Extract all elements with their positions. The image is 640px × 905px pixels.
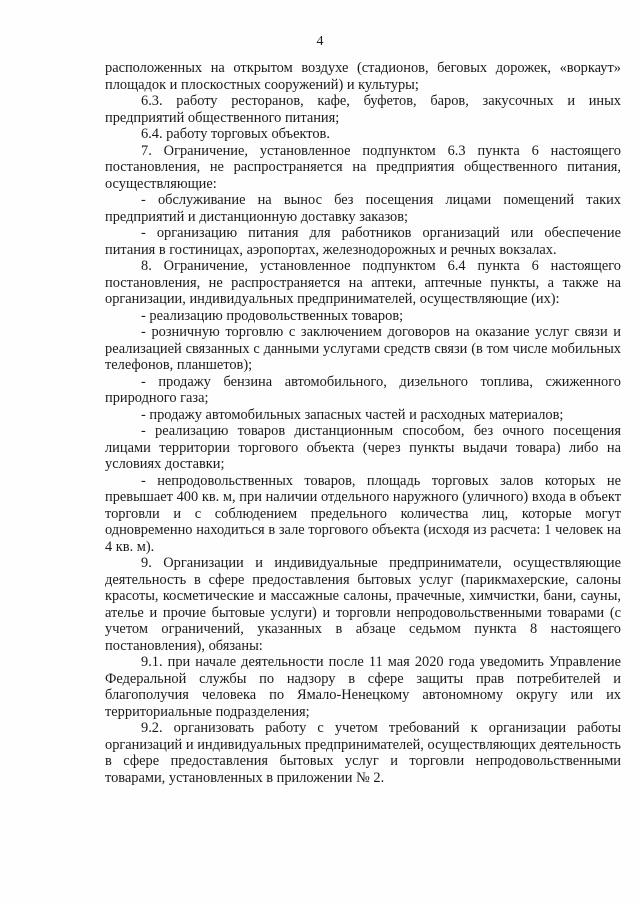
paragraph-8-item-3: - продажу бензина автомобильного, дизельного топлива, сжиженного природного газа;: [105, 373, 621, 406]
paragraph-9: 9. Организации и индивидуальные предприниматели, осуществляющие деятельность в сфере предоставления бытовых услуг (парикмахерские, салоны красоты, косметические и массажные салоны, прачечные, химчистки, бани, сауны, ателье и прочие бытовые услуги) и торговли непродовольственными товарами (с учетом ограничений, указанных в абзаце седьмом пункта 8 настоящего постановления), обязаны:: [105, 555, 621, 654]
page-number: 4: [316, 34, 324, 49]
paragraph-8-item-4: - продажу автомобильных запасных частей и расходных материалов;: [141, 406, 564, 423]
paragraph-8-item-5: - реализацию товаров дистанционным способом, без очного посещения лицами территории торгового объекта (через пункты выдачи товара) либо на условиях доставки;: [105, 423, 621, 472]
document-body: [105, 60, 621, 786]
paragraph-9-1: 9.1. при начале деятельности после 11 мая 2020 года уведомить Управление Федеральной службы по надзору в сфере защиты прав потребителей и благополучия человека по Ямало-Ненецкому автономному округу или их территориальные подразделения;: [105, 654, 621, 720]
paragraph-8-item-1: - реализацию продовольственных товаров;: [141, 307, 404, 324]
paragraph-continuation: расположенных на открытом воздухе (стадионов, беговых дорожек, «воркаут» площадок и плоскостных сооружений) и культуры;: [105, 60, 621, 93]
paragraph-7-item-2: - организацию питания для работников организаций или обеспечение питания в гостиницах, аэропортах, железнодорожных и речных вокзалах.: [105, 225, 621, 258]
paragraph-6-4: 6.4. работу торговых объектов.: [141, 126, 330, 142]
paragraph-8-item-6: - непродовольственных товаров, площадь торговых залов которых не превышает 400 кв. м, при наличии отдельного наружного (уличного) входа в объект торговли и с соблюдением предельного количества лиц, которые могут одновременно находиться в зале торгового объекта (исходя из расчета: 1 человек на 4 кв. м).: [105, 472, 621, 555]
paragraph-8-item-2: - розничную торговлю с заключением договоров на оказание услуг связи и реализацией связанных с данными услугами средств связи (в том числе мобильных телефонов, планшетов);: [105, 324, 621, 373]
paragraph-7-item-1: - обслуживание на вынос без посещения лицами помещений таких предприятий и дистанционную доставку заказов;: [105, 192, 621, 225]
paragraph-9-2: 9.2. организовать работу с учетом требований к организации работы организаций и индивидуальных предпринимателей, осуществляющих деятельность в сфере предоставления бытовых услуг и торговли непродовольственными товарами, установленных в приложении № 2.: [105, 720, 621, 786]
paragraph-7: 7. Ограничение, установленное подпунктом 6.3 пункта 6 настоящего постановления, не распространяется на предприятия общественного питания, осуществляющие:: [105, 142, 621, 192]
paragraph-6-3: 6.3. работу ресторанов, кафе, буфетов, баров, закусочных и иных предприятий общественного питания;: [105, 93, 621, 126]
paragraph-8: 8. Ограничение, установленное подпунктом 6.4 пункта 6 настоящего постановления, не распространяется на аптеки, аптечные пункты, а также на организации, индивидуальных предпринимателей, осуществляющие (их):: [105, 258, 621, 307]
